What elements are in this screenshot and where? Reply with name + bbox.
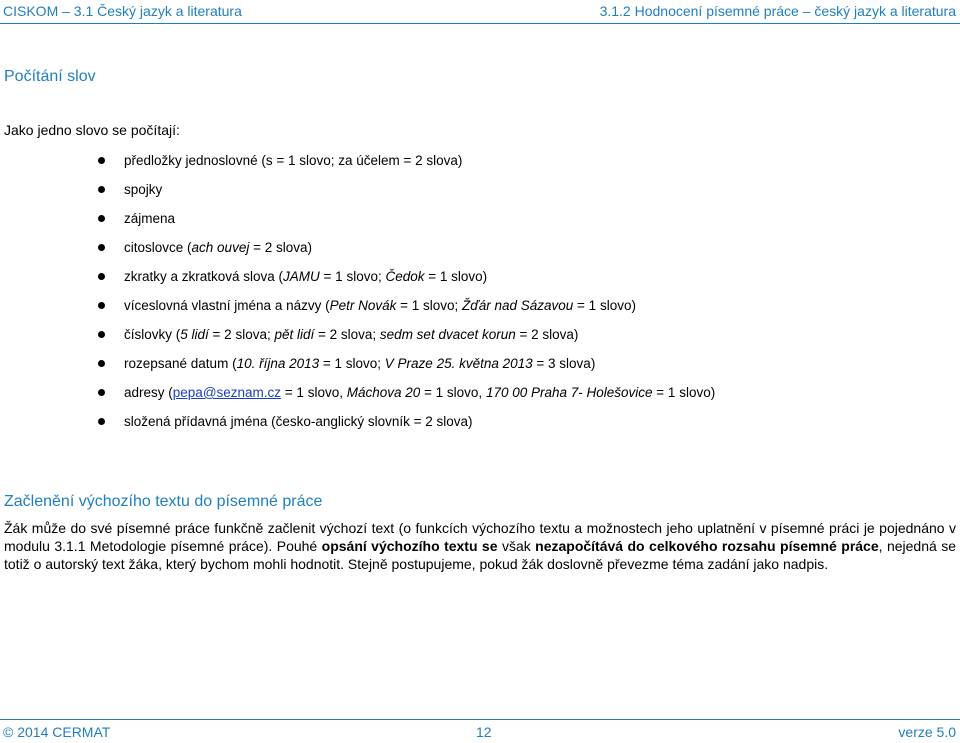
source-text-paragraph xyxy=(4,519,956,573)
intro-text: Jako jedno slovo se počítají: xyxy=(4,122,180,138)
list-item xyxy=(96,175,715,204)
list-item-text: sedm set dvacet korun xyxy=(379,327,516,342)
list-item-text: pět lidí xyxy=(274,327,315,342)
bullet-icon xyxy=(98,273,105,280)
list-item-text: zkratky a zkratková slova ( xyxy=(124,269,284,284)
list-item-text: citoslovce ( xyxy=(124,240,192,255)
list-item xyxy=(96,204,715,233)
header-divider xyxy=(0,23,960,24)
list-item-text: = 1 slovo; xyxy=(396,298,463,313)
list-item-text: = 2 slova) xyxy=(515,327,579,342)
bullet-icon xyxy=(98,418,105,425)
list-item-text: JAMU xyxy=(283,269,320,284)
header-module-title: CISKOM – 3.1 Český jazyk a literatura xyxy=(3,3,242,19)
list-item-text: ach ouvej xyxy=(191,240,250,255)
footer-version: verze 5.0 xyxy=(898,724,956,740)
list-item-text: složená přídavná jména (česko-anglický slovník = 2 slova) xyxy=(124,414,473,429)
emphasis-text: nezapočítává do celkového rozsahu písemné práce xyxy=(535,538,879,554)
list-item xyxy=(96,320,715,349)
footer-copyright: © 2014 CERMAT xyxy=(3,724,111,740)
list-item-text: = 1 slovo, xyxy=(420,385,486,400)
list-item-text: Žďár nad Sázavou xyxy=(462,298,574,313)
list-item-text: 170 00 Praha 7- Holešovice xyxy=(485,385,653,400)
list-item-text: = 1 slovo; xyxy=(319,269,386,284)
email-link[interactable]: pepa@seznam.cz xyxy=(172,385,282,400)
bullet-icon xyxy=(98,302,105,309)
list-item xyxy=(96,233,715,262)
header-chapter-title: 3.1.2 Hodnocení písemné práce – český jazyk a literatura xyxy=(599,3,956,19)
list-item-text: Petr Novák xyxy=(329,298,397,313)
list-item xyxy=(96,378,715,407)
list-item xyxy=(96,407,715,436)
paragraph-text: Žák může do své písemné práce funkčně začlenit výchozí text (o funkcích výchozího textu a možnostech jeho uplatnění v písemné práci je pojednáno v modulu 3.1.1 Metodologie písemné práce). Pouhé xyxy=(4,520,956,554)
list-item-text: = 2 slova; xyxy=(208,327,275,342)
page-header xyxy=(0,0,960,24)
footer-page-number: 12 xyxy=(476,724,492,740)
emphasis-text: opsání výchozího textu se xyxy=(321,538,498,554)
section-title-source-text: Začlenění výchozího textu do písemné práce xyxy=(4,493,323,510)
paragraph-text: , nejedná se totiž o autorský text žáka, který bychom mohli hodnotit. Stejně postupujeme, pokud žák doslovně převezme téma zadání jako nadpis. xyxy=(4,538,956,572)
section-title-word-count: Počítání slov xyxy=(4,68,96,85)
bullet-icon xyxy=(98,215,105,222)
bullet-icon xyxy=(98,331,105,338)
list-item-text: Máchova 20 xyxy=(346,385,421,400)
list-item-text: = 1 slovo) xyxy=(424,269,488,284)
list-item-text: 10. října 2013 xyxy=(236,356,320,371)
list-item-text: Čedok xyxy=(385,269,425,284)
list-item-text: = 1 slovo, xyxy=(281,385,347,400)
list-item-text: spojky xyxy=(124,182,163,197)
word-count-rules-list xyxy=(96,146,715,436)
bullet-icon xyxy=(98,360,105,367)
list-item-text: = 1 slovo) xyxy=(573,298,636,313)
bullet-icon xyxy=(98,389,105,396)
list-item-text: = 1 slovo) xyxy=(652,385,716,400)
list-item xyxy=(96,146,715,175)
list-item xyxy=(96,349,715,378)
paragraph-text: však xyxy=(497,538,536,554)
list-item-text: = 2 slova; xyxy=(314,327,380,342)
list-item-text: = 3 slova) xyxy=(532,356,596,371)
list-item xyxy=(96,262,715,291)
list-item-text: adresy ( xyxy=(124,385,173,400)
list-item-text: číslovky ( xyxy=(124,327,181,342)
list-item-text: = 1 slovo; xyxy=(319,356,385,371)
list-item-text: rozepsané datum ( xyxy=(124,356,237,371)
list-item-text: víceslovná vlastní jména a názvy ( xyxy=(124,298,330,313)
list-item-text: V Praze 25. května 2013 xyxy=(384,356,533,371)
list-item-text: zájmena xyxy=(124,211,176,226)
bullet-icon xyxy=(98,157,105,164)
list-item xyxy=(96,291,715,320)
bullet-icon xyxy=(98,244,105,251)
list-item-text: 5 lidí xyxy=(180,327,209,342)
list-item-text: předložky jednoslovné (s = 1 slovo; za účelem = 2 slova) xyxy=(124,153,463,168)
bullet-icon xyxy=(98,186,105,193)
footer-divider xyxy=(0,719,960,720)
list-item-text: = 2 slova) xyxy=(249,240,312,255)
